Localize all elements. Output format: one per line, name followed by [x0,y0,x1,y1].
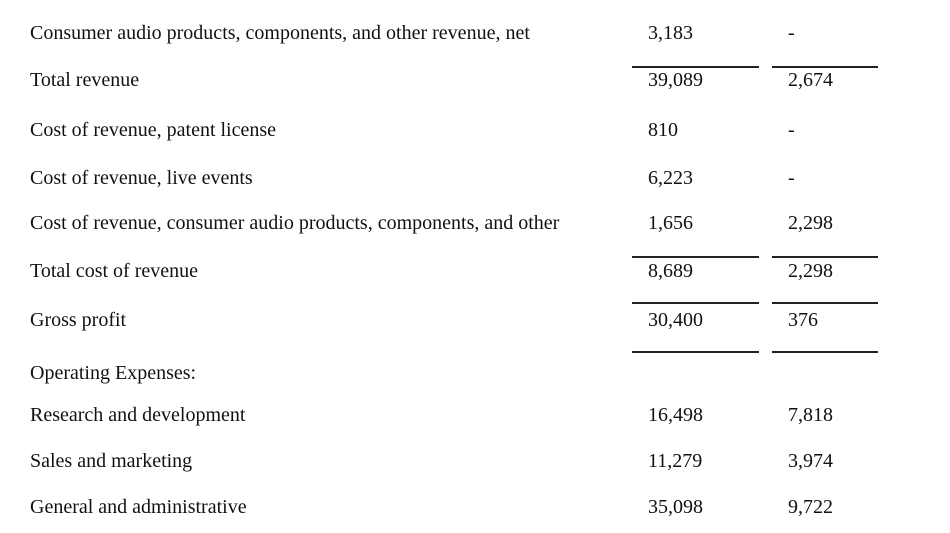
section-header-label: Operating Expenses: [30,362,197,384]
row-value-col1: 39,089 [648,69,703,91]
table-row [0,118,950,142]
row-label: Sales and marketing [30,450,193,472]
row-label: Cost of revenue, consumer audio products, components, and other [30,212,560,234]
table-row [0,449,950,473]
table-row-total [0,68,950,92]
row-value-col2: 3,974 [788,450,833,472]
row-label: Total cost of revenue [30,260,198,282]
total-rule-below-gross-profit-col2 [772,351,878,353]
total-rule-above-total-cost-col1 [632,256,759,258]
row-value-col2: 2,298 [788,212,833,234]
row-label: General and administrative [30,496,247,518]
row-label: Cost of revenue, patent license [30,119,277,141]
row-value-col1: 8,689 [648,260,693,282]
row-value-col2: - [788,22,795,44]
row-value-col1: 30,400 [648,309,703,331]
row-value-col1: 6,223 [648,167,693,189]
row-label: Total revenue [30,69,140,91]
row-label: Cost of revenue, live events [30,167,253,189]
row-value-col1: 3,183 [648,22,693,44]
row-value-col2: - [788,119,795,141]
row-value-col2: 2,674 [788,69,833,91]
total-rule-above-gross-profit-col2 [772,302,878,304]
row-value-col1: 35,098 [648,496,703,518]
table-row [0,495,950,519]
table-row-section-header [0,361,950,385]
row-value-col2: - [788,167,795,189]
row-label: Gross profit [30,309,127,331]
total-rule-above-gross-profit-col1 [632,302,759,304]
row-value-col1: 810 [648,119,678,141]
row-value-col2: 9,722 [788,496,833,518]
row-value-col1: 16,498 [648,404,703,426]
table-row [0,21,950,45]
total-rule-below-gross-profit-col1 [632,351,759,353]
table-row [0,211,950,235]
row-value-col1: 1,656 [648,212,693,234]
table-row [0,403,950,427]
table-row-total [0,308,950,332]
row-label: Consumer audio products, components, and other revenue, net [30,22,530,44]
row-value-col2: 2,298 [788,260,833,282]
table-row [0,166,950,190]
row-value-col2: 376 [788,309,818,331]
row-value-col2: 7,818 [788,404,833,426]
total-rule-above-total-cost-col2 [772,256,878,258]
row-label: Research and development [30,404,246,426]
table-row-total [0,259,950,283]
row-value-col1: 11,279 [648,450,703,472]
